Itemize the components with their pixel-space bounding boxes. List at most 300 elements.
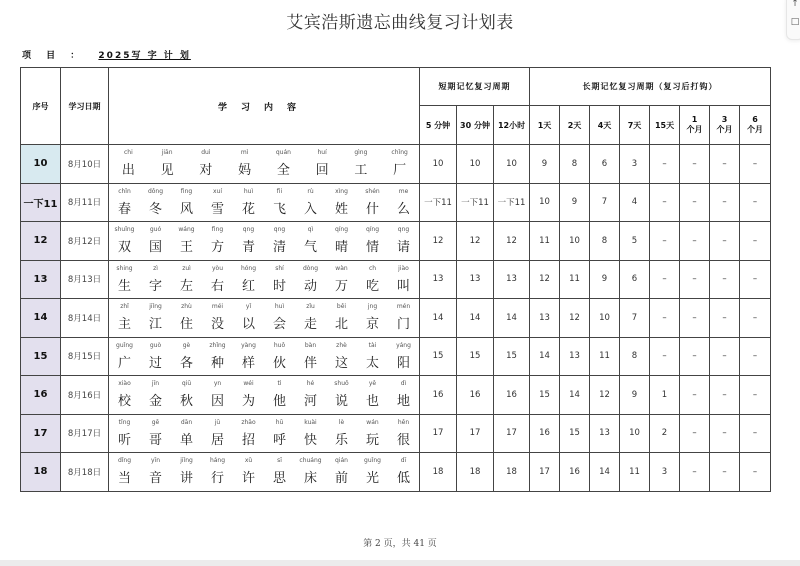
pinyin: wán [366, 418, 379, 426]
pinyin: qng [273, 226, 286, 234]
hanzi-line [109, 313, 419, 332]
pinyin: qng [397, 226, 410, 234]
pinyin: qíng [334, 226, 349, 234]
hanzi: 晴 [334, 240, 348, 256]
hanzi: 他 [272, 394, 286, 410]
row-seq: 10 [21, 145, 61, 184]
header-long-term-col [680, 106, 710, 145]
hanzi: 这 [334, 355, 348, 371]
hanzi-line [109, 275, 419, 294]
table-row [21, 183, 771, 222]
short-term-cell: 18 [457, 453, 494, 492]
short-term-cell: 17 [457, 414, 494, 453]
hanzi: 万 [334, 278, 348, 294]
hanzi: 全 [276, 163, 290, 179]
hanzi: 生 [117, 278, 131, 294]
hanzi: 北 [334, 317, 348, 333]
pinyin-line [109, 303, 419, 310]
header-long-term-col [710, 106, 740, 145]
pinyin: chi [123, 149, 133, 157]
long-term-cell[interactable]: – [680, 183, 710, 222]
pinyin-line [109, 419, 419, 426]
hanzi: 伙 [272, 355, 286, 371]
pinyin: xǔ [244, 457, 253, 465]
long-term-cell[interactable]: 7 [590, 183, 620, 222]
long-term-cell[interactable]: 6 [590, 145, 620, 184]
pinyin: huǒ [273, 341, 286, 349]
pinyin: yàng [241, 341, 256, 349]
pinyin: dì [400, 380, 407, 388]
pinyin: huì [243, 187, 254, 195]
long-term-cell[interactable]: 16 [560, 453, 590, 492]
pinyin: qíng [365, 226, 380, 234]
hanzi: 冬 [148, 201, 162, 217]
short-term-cell: 14 [457, 299, 494, 338]
pinyin: qng [242, 226, 255, 234]
hanzi: 广 [117, 355, 131, 371]
hanzi: 京 [365, 317, 379, 333]
long-term-cell[interactable]: – [710, 337, 740, 376]
pinyin: shí [275, 264, 284, 272]
row-date: 8月14日 [61, 299, 109, 338]
pinyin: yòu [211, 264, 224, 272]
pinyin: guó [149, 226, 162, 234]
long-term-cell[interactable]: 9 [530, 145, 560, 184]
pinyin: bàn [304, 341, 317, 349]
pinyin: zhǐ [120, 303, 129, 311]
header-short-term-group: 短期记忆复习周期 [420, 68, 530, 106]
long-term-cell[interactable]: 8 [620, 337, 650, 376]
side-toolbar-widget[interactable] [786, 0, 800, 40]
long-term-cell[interactable]: 14 [530, 337, 560, 376]
pinyin: yě [368, 380, 377, 388]
long-term-cell[interactable]: 15 [560, 414, 590, 453]
row-content [109, 376, 420, 415]
long-term-cell[interactable]: 15 [530, 376, 560, 415]
table-row [21, 222, 771, 261]
long-term-cell[interactable]: 13 [530, 299, 560, 338]
hanzi: 请 [396, 240, 410, 256]
hanzi: 国 [148, 240, 162, 256]
long-term-cell[interactable]: 2 [650, 414, 680, 453]
pinyin: wáng [178, 226, 195, 234]
header-seq: 序号 [21, 68, 61, 145]
header-col-line2: 个月 [747, 125, 764, 134]
pinyin: dòng [302, 264, 319, 272]
hanzi: 过 [148, 355, 162, 371]
hanzi: 玩 [365, 432, 379, 448]
long-term-cell[interactable]: 11 [530, 222, 560, 261]
hanzi: 么 [396, 201, 410, 217]
long-term-cell[interactable]: – [710, 145, 740, 184]
header-col-line1: 4天 [597, 120, 612, 130]
header-col-line1: 15天 [654, 120, 675, 130]
pinyin-line [109, 149, 419, 156]
hanzi: 校 [117, 394, 131, 410]
header-col-line1: 6 [752, 115, 758, 124]
long-term-cell[interactable]: 7 [620, 299, 650, 338]
header-date: 学习日期 [61, 68, 109, 145]
long-term-cell[interactable]: 3 [650, 453, 680, 492]
short-term-cell: 15 [457, 337, 494, 376]
short-term-cell: 17 [420, 414, 457, 453]
pinyin: chǐng [391, 149, 408, 157]
long-term-cell[interactable]: 10 [530, 183, 560, 222]
hanzi: 见 [160, 163, 174, 179]
hanzi: 哥 [148, 432, 162, 448]
pinyin: qiū [181, 380, 192, 388]
short-term-cell: 16 [494, 376, 530, 415]
header-long-term-col [560, 106, 590, 145]
pinyin-line [109, 265, 419, 272]
long-term-cell[interactable]: 11 [620, 453, 650, 492]
hanzi: 以 [241, 317, 255, 333]
hanzi: 呼 [272, 432, 286, 448]
long-term-cell[interactable]: 5 [620, 222, 650, 261]
pinyin: fìng [180, 187, 193, 195]
row-seq: 15 [21, 337, 61, 376]
pinyin: gìng [354, 149, 368, 157]
long-term-cell[interactable]: 9 [590, 260, 620, 299]
hanzi: 思 [272, 471, 286, 487]
row-seq: 12 [21, 222, 61, 261]
long-term-cell[interactable]: 12 [530, 260, 560, 299]
pinyin: chuáng [299, 457, 322, 465]
header-long-term-col [740, 106, 771, 145]
header-long-term-group: 长期记忆复习周期（复习后打钩） [530, 68, 771, 106]
pinyin: tǐng [118, 418, 131, 426]
short-term-cell: 13 [494, 260, 530, 299]
hanzi: 工 [354, 163, 368, 179]
hanzi: 江 [148, 317, 162, 333]
hanzi: 当 [117, 471, 131, 487]
pinyin: wéi [243, 380, 254, 388]
pinyin: ch [368, 264, 377, 272]
short-term-cell: 一下11 [420, 183, 457, 222]
hanzi: 走 [303, 317, 317, 333]
pinyin: xuí [212, 187, 223, 195]
header-long-term-col [530, 106, 560, 145]
pinyin: jng [367, 303, 378, 311]
long-term-cell[interactable]: 10 [590, 299, 620, 338]
hanzi: 种 [210, 355, 224, 371]
pinyin: méi [211, 303, 224, 311]
short-term-cell: 一下11 [494, 183, 530, 222]
hanzi: 因 [210, 394, 224, 410]
pinyin: guǐng [116, 341, 133, 349]
row-content [109, 299, 420, 338]
pinyin: hé [306, 380, 315, 388]
hanzi: 伴 [303, 355, 317, 371]
pinyin: mén [396, 303, 411, 311]
hanzi: 入 [303, 201, 317, 217]
long-term-cell[interactable]: – [650, 145, 680, 184]
hanzi: 样 [241, 355, 255, 371]
short-term-cell: 17 [494, 414, 530, 453]
long-term-cell[interactable]: 1 [650, 376, 680, 415]
pinyin: dǒng [147, 187, 164, 195]
hanzi: 前 [334, 471, 348, 487]
long-term-cell[interactable]: – [740, 414, 771, 453]
pinyin: zhè [336, 341, 347, 349]
long-term-cell[interactable]: 9 [560, 183, 590, 222]
hanzi: 花 [241, 201, 255, 217]
hanzi: 没 [210, 317, 224, 333]
row-content [109, 260, 420, 299]
header-long-term-col [620, 106, 650, 145]
hanzi: 听 [117, 432, 131, 448]
short-term-cell: 10 [494, 145, 530, 184]
pinyin: wàn [335, 264, 348, 272]
pinyin: yīn [150, 457, 161, 465]
pinyin: xìng [335, 187, 348, 195]
hanzi: 各 [179, 355, 193, 371]
table-row [21, 337, 771, 376]
pinyin: zuì [182, 264, 191, 272]
long-term-cell[interactable]: 13 [560, 337, 590, 376]
long-term-cell[interactable]: – [710, 414, 740, 453]
hanzi: 会 [272, 317, 286, 333]
long-term-cell[interactable]: – [710, 453, 740, 492]
row-date: 8月16日 [61, 376, 109, 415]
long-term-cell[interactable]: – [680, 299, 710, 338]
header-short-term-col: 12小时 [494, 106, 530, 145]
long-term-cell[interactable]: 3 [620, 145, 650, 184]
hanzi: 姓 [334, 201, 348, 217]
hanzi: 讲 [179, 471, 193, 487]
long-term-cell[interactable]: – [680, 376, 710, 415]
short-term-cell: 10 [420, 145, 457, 184]
hanzi: 对 [199, 163, 213, 179]
pinyin: yǐ [245, 303, 252, 311]
project-label: 项 目 ： [22, 51, 86, 61]
long-term-cell[interactable]: – [740, 337, 771, 376]
hanzi: 乐 [334, 432, 348, 448]
short-term-cell: 16 [457, 376, 494, 415]
pinyin: lè [338, 418, 345, 426]
long-term-cell[interactable]: 12 [590, 376, 620, 415]
hanzi: 快 [303, 432, 317, 448]
hanzi-line [109, 159, 419, 178]
pinyin: shén [365, 187, 380, 195]
hanzi: 飞 [272, 201, 286, 217]
long-term-cell[interactable]: 14 [590, 453, 620, 492]
long-term-cell[interactable]: – [710, 222, 740, 261]
pinyin: zhǐng [209, 341, 226, 349]
pinyin: gē [151, 418, 160, 426]
header-short-term-col: 30 分钟 [457, 106, 494, 145]
hanzi: 居 [210, 432, 224, 448]
row-date: 8月18日 [61, 453, 109, 492]
long-term-cell[interactable]: – [740, 376, 771, 415]
row-seq: 14 [21, 299, 61, 338]
pinyin: huí [317, 149, 327, 157]
long-term-cell[interactable]: 10 [560, 222, 590, 261]
pinyin: mì [240, 149, 249, 157]
pinyin-line [109, 380, 419, 387]
hanzi: 低 [396, 471, 410, 487]
long-term-cell[interactable]: 14 [560, 376, 590, 415]
pinyin: běi [336, 303, 347, 311]
hanzi: 红 [241, 278, 255, 294]
long-term-cell[interactable]: 6 [620, 260, 650, 299]
hanzi: 地 [396, 394, 410, 410]
hanzi: 招 [241, 432, 255, 448]
pinyin: huì [274, 303, 285, 311]
hanzi: 主 [117, 317, 131, 333]
project-value: 2025写 字 计 划 [98, 51, 191, 61]
hanzi: 阳 [396, 355, 410, 371]
long-term-cell[interactable]: – [650, 222, 680, 261]
hanzi: 雪 [210, 201, 224, 217]
long-term-cell[interactable]: 13 [590, 414, 620, 453]
pinyin: zhù [181, 303, 192, 311]
pinyin: me [398, 187, 409, 195]
short-term-cell: 12 [494, 222, 530, 261]
pinyin: xiào [118, 380, 131, 388]
long-term-cell[interactable]: – [710, 376, 740, 415]
long-term-cell[interactable]: – [680, 145, 710, 184]
long-term-cell[interactable]: – [740, 299, 771, 338]
long-term-cell[interactable]: 16 [530, 414, 560, 453]
hanzi: 说 [334, 394, 348, 410]
hanzi: 秋 [179, 394, 193, 410]
hanzi-line [109, 390, 419, 409]
hanzi: 双 [117, 240, 131, 256]
row-date: 8月12日 [61, 222, 109, 261]
pinyin: qián [335, 457, 348, 465]
pinyin: guǐng [364, 457, 381, 465]
pinyin: kuài [304, 418, 317, 426]
row-date: 8月13日 [61, 260, 109, 299]
side-toolbar-icon-top[interactable]: ↑ [791, 0, 799, 9]
long-term-cell[interactable]: – [680, 414, 710, 453]
pinyin: hū [275, 418, 284, 426]
hanzi: 也 [365, 394, 379, 410]
hanzi: 住 [179, 317, 193, 333]
pinyin: zì [153, 264, 158, 272]
header-col-line1: 1 [691, 115, 698, 124]
long-term-cell[interactable]: 17 [530, 453, 560, 492]
row-seq: 18 [21, 453, 61, 492]
long-term-cell[interactable]: – [680, 222, 710, 261]
long-term-cell[interactable]: – [740, 222, 771, 261]
hanzi-line [109, 429, 419, 448]
long-term-cell[interactable]: – [680, 337, 710, 376]
long-term-cell[interactable]: 10 [620, 414, 650, 453]
header-col-line1: 1天 [537, 120, 552, 130]
long-term-cell[interactable]: 8 [560, 145, 590, 184]
pinyin: quán [275, 149, 291, 157]
short-term-cell: 14 [494, 299, 530, 338]
side-toolbar-icon-bottom[interactable]: □ [790, 17, 800, 27]
long-term-cell[interactable]: 11 [560, 260, 590, 299]
hanzi: 回 [315, 163, 329, 179]
pinyin: tì [277, 380, 282, 388]
pinyin: yáng [396, 341, 411, 349]
pinyin: hóng [240, 264, 257, 272]
pinyin: duì [201, 149, 211, 157]
row-seq: 17 [21, 414, 61, 453]
row-seq: 13 [21, 260, 61, 299]
long-term-cell[interactable]: – [650, 337, 680, 376]
header-col-line2: 个月 [716, 125, 733, 134]
pinyin: jiào [398, 264, 409, 272]
row-date: 8月11日 [61, 183, 109, 222]
short-term-cell: 12 [420, 222, 457, 261]
long-term-cell[interactable]: – [680, 260, 710, 299]
hanzi: 风 [179, 201, 193, 217]
row-content [109, 222, 420, 261]
long-term-cell[interactable]: 8 [590, 222, 620, 261]
short-term-cell: 16 [420, 376, 457, 415]
long-term-cell[interactable]: – [740, 260, 771, 299]
long-term-cell[interactable]: 12 [560, 299, 590, 338]
short-term-cell: 18 [420, 453, 457, 492]
hanzi: 方 [210, 240, 224, 256]
hanzi: 妈 [238, 163, 252, 179]
row-content [109, 337, 420, 376]
header-col-line1: 2天 [567, 120, 582, 130]
hanzi: 出 [121, 163, 135, 179]
long-term-cell[interactable]: – [710, 260, 740, 299]
long-term-cell[interactable]: 11 [590, 337, 620, 376]
pinyin: sī [277, 457, 282, 465]
pinyin: jīn [151, 380, 160, 388]
long-term-cell[interactable]: – [650, 183, 680, 222]
long-term-cell[interactable]: – [740, 183, 771, 222]
pinyin: tài [368, 341, 377, 349]
long-term-cell[interactable]: – [650, 299, 680, 338]
header-long-term-col [590, 106, 620, 145]
pinyin: jiǐng [180, 457, 193, 465]
table-row [21, 299, 771, 338]
hanzi: 光 [365, 471, 379, 487]
hanzi: 春 [117, 201, 131, 217]
long-term-cell[interactable]: – [680, 453, 710, 492]
hanzi-line [109, 236, 419, 255]
hanzi: 什 [365, 201, 379, 217]
pinyin: guò [149, 341, 162, 349]
pinyin: gè [182, 341, 191, 349]
pinyin: fìi [276, 187, 283, 195]
hanzi: 许 [241, 471, 255, 487]
hanzi: 动 [303, 278, 317, 294]
hanzi: 气 [303, 240, 317, 256]
long-term-cell[interactable]: – [740, 145, 771, 184]
long-term-cell[interactable]: – [710, 299, 740, 338]
table-row [21, 414, 771, 453]
table-row [21, 145, 771, 184]
long-term-cell[interactable]: – [710, 183, 740, 222]
long-term-cell[interactable]: – [740, 453, 771, 492]
pinyin-line [109, 457, 419, 464]
hanzi: 厂 [393, 163, 407, 179]
hanzi: 叫 [396, 278, 410, 294]
long-term-cell[interactable]: – [650, 260, 680, 299]
row-content [109, 183, 420, 222]
hanzi: 为 [241, 394, 255, 410]
row-date: 8月17日 [61, 414, 109, 453]
hanzi: 河 [303, 394, 317, 410]
viewer-bottom-bar [0, 560, 800, 566]
long-term-cell[interactable]: 9 [620, 376, 650, 415]
short-term-cell: 13 [457, 260, 494, 299]
hanzi: 单 [179, 432, 193, 448]
row-seq: 一下11 [21, 183, 61, 222]
header-long-term-col [650, 106, 680, 145]
long-term-cell[interactable]: 4 [620, 183, 650, 222]
